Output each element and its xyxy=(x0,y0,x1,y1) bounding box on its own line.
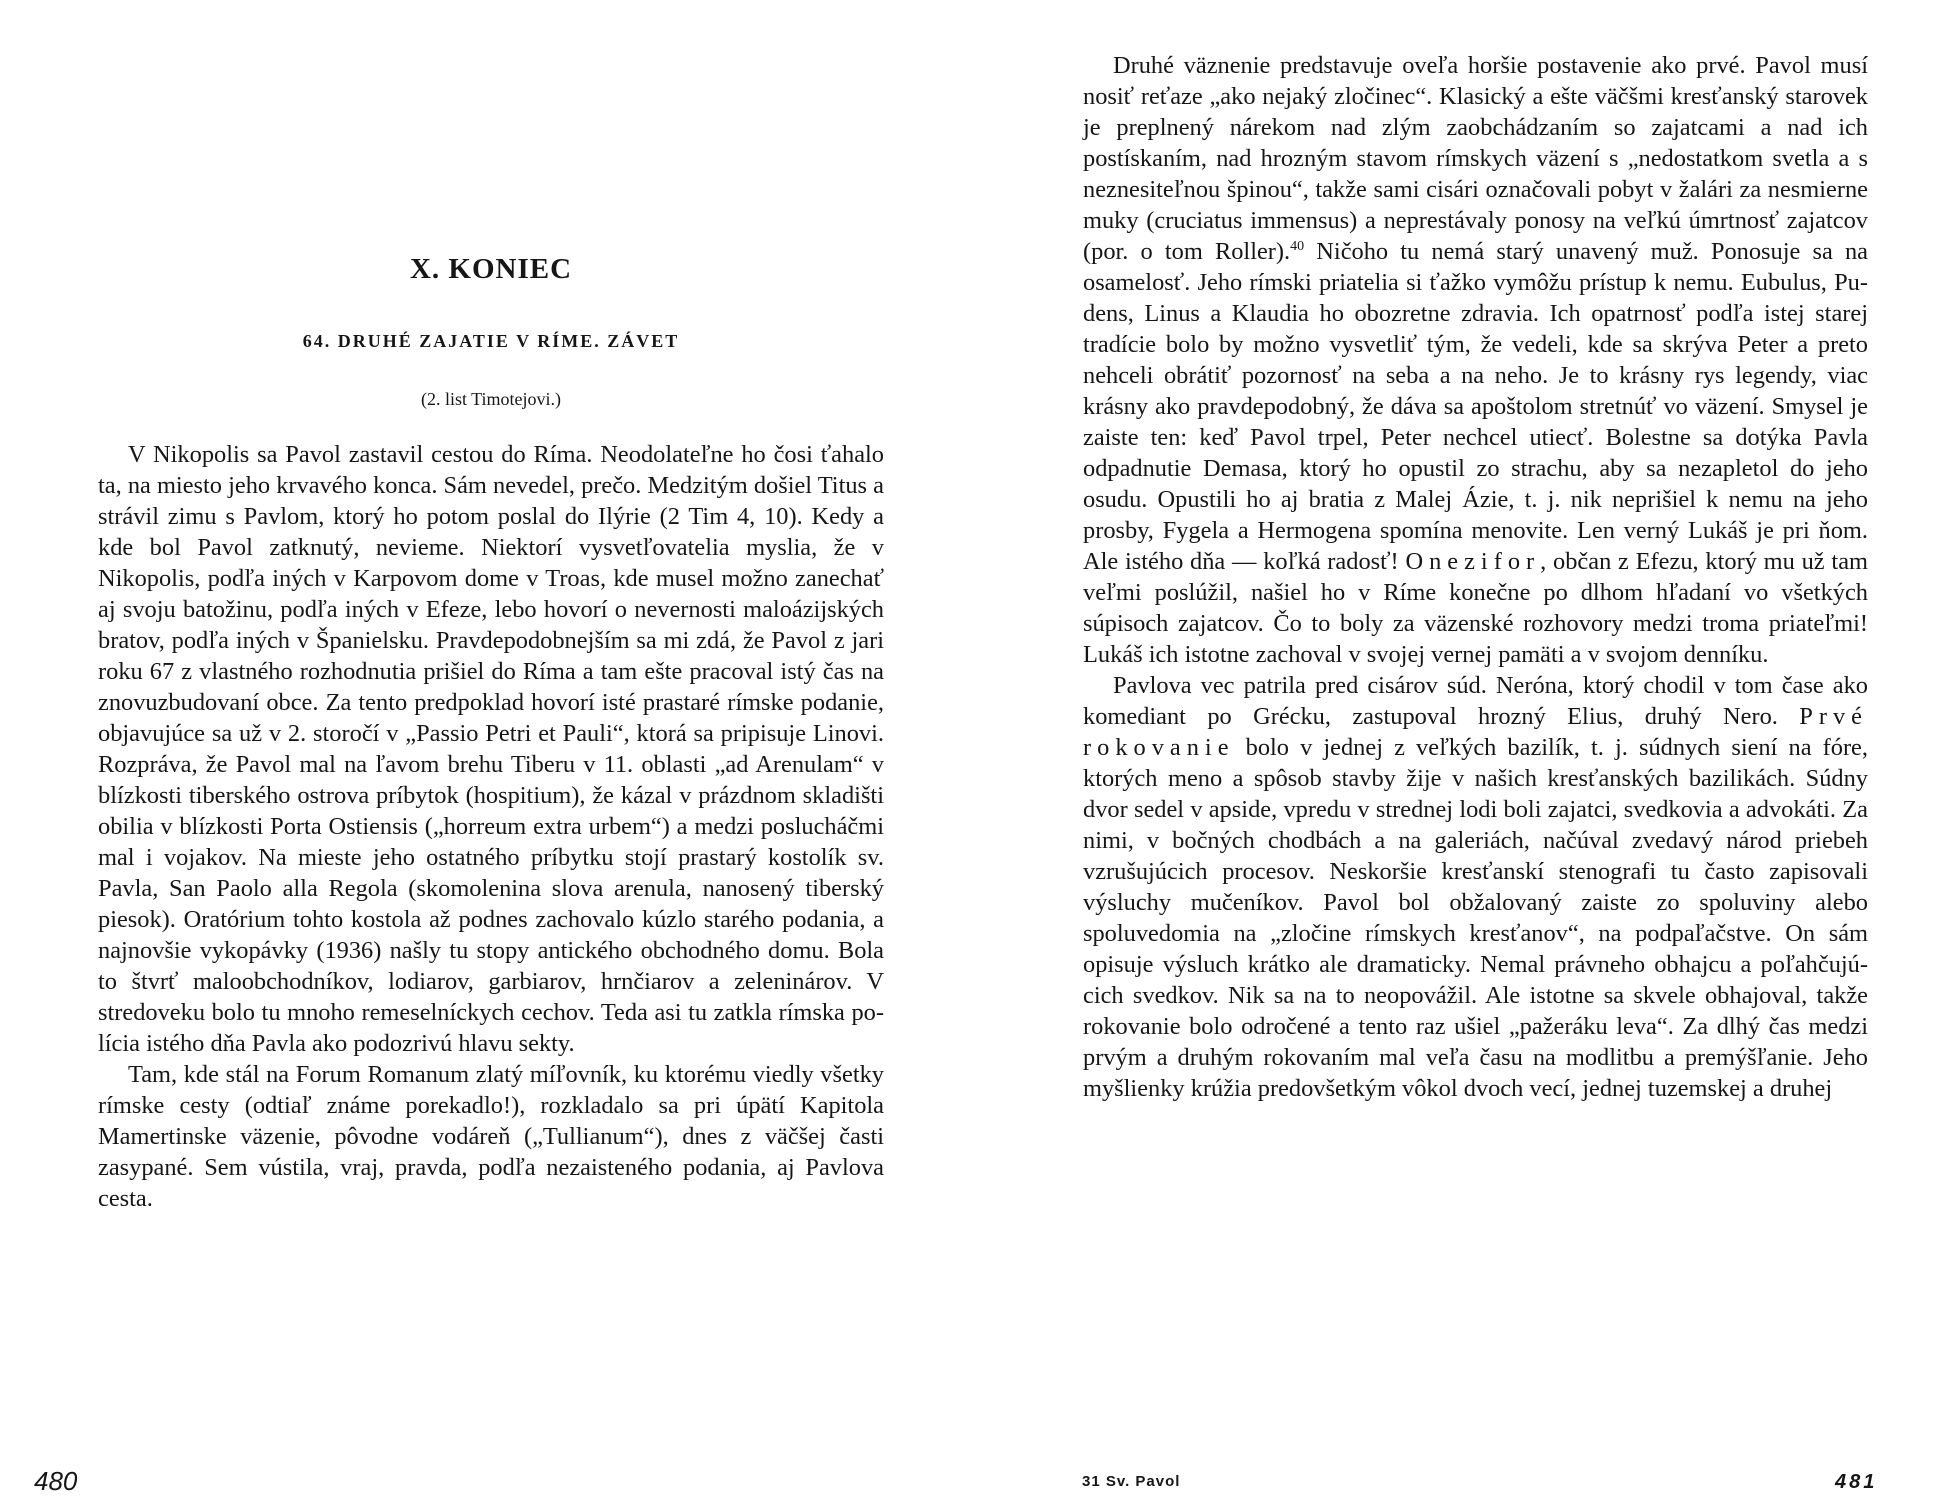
section-subtitle: (2. list Timotejovi.) xyxy=(420,389,562,409)
right-text-column xyxy=(1083,50,1868,1104)
emphasized-name: Onezifor xyxy=(1405,548,1541,575)
paragraph: V Nikopolis sa Pavol zastavil cestou do Ríma. Neodolateľne ho čosi ťahalo ta, na miesto jeho krvavého konca. Sám nevedel, prečo. Medzitým došiel Titus a strávil zimu s Pavlom, ktorý ho potom poslal do Ilýrie (2 Tim 4, 10). Kedy a kde bol Pavol zatknutý, nevieme. Niektorí vysvetľovatelia myslia, že v Nikopolis, podľa iných v Karpovom dome v Troas, kde musel možno zanechať aj svoju batožinu, podľa iných v Efeze, lebo hovorí o nevernosti maloázijských bratov, podľa iných v Španielsku. Pravdepodobnejším sa mi zdá, že Pavol z jari roku 67 z vlastného rozhodnutia prišiel do Ríma a tam ešte pracoval istý čas na znovuzbudovaní obce. Za tento predpoklad hovorí isté prastaré rímske podanie, objavujúce sa už v 2. storočí v „Passio Petri et Pauli“, ktorá sa pripisuje Linovi. Rozpráva, že Pavol mal na ľavom brehu Tiberu v 11. oblasti „ad Arenulam“ v blízkosti tiberského ostrova príbytok (hospitium), že kázal v prázdnom skladišti obilia v blízkosti Porta Ostiensis („horreum extra urbem“) a medzi poslucháčmi mal i vojakov. Na mieste jeho ostatného príbytku stojí prastarý kostolík sv. Pavla, San Paolo alla Regola (skomolenina slova arenula, nanosený tiberský piesok). Oratórium tohto kostola až podnes zachovalo kúzlo starého podania, a najnovšie vykopávky (1936) našly tu stopy antického obchodného domu. Bola to štvrť maloobchodníkov, lodiarov, garbiarov, hrnčiarov a zeleninárov. V stredoveku bolo tu mnoho remeselníckych cechov. Teda asi tu zatkla rímska polícia istého dňa Pavla ako podozrivú hlavu sekty. xyxy=(98,441,884,1057)
paragraph-text: Ničoho tu nemá starý unavený muž. Ponosuje sa na osamelosť. Jeho rímski priatelia si ťažko vymôžu prístup k nemu. Eubulus, Pudens, Linus a Klaudia ho obozretne zdravia. Ich opatrnosť podľa istej starej tradície bolo by možno vysvetliť tým, že vedeli, kde sa skrýva Peter a preto nehceli obrátiť pozornosť na seba a na neho. Je to krásny rys legendy, viac krásny ako pravdepodobný, že dáva sa apoštolom stretnúť vo väzení. Smysel je zaiste ten: keď Pavol trpel, Peter nechcel utiecť. Bolestne sa dotýka Pavla odpadnutie Demasa, ktorý ho opustil zo strachu, aby sa nezapletol do jeho osudu. Opustili ho aj bratia z Malej Ázie, t. j. nik neprišiel k nemu na jeho prosby, Fygela a Hermogena spomína menovite. Len verný Lukáš je pri ňom. Ale istého dňa — koľká radosť! xyxy=(1083,238,1868,575)
footnote-reference: 40 xyxy=(1290,238,1305,254)
right-page xyxy=(978,0,1956,1500)
emphasized-phrase: Prvé rokovanie xyxy=(1083,703,1868,761)
paragraph xyxy=(1083,670,1868,1104)
signature-mark: 31 Sv. Pavol xyxy=(1082,1473,1181,1490)
paragraph-text: Druhé väznenie predstavuje oveľa horšie postavenie ako prvé. Pavol musí nosiť reťaze „ako nejaký zločinec“. Klasický a ešte väčšmi kresťanský starovek je preplnený nárekom nad zlým zaobchádzaním so zajatcami a nad ich postískaním, nad hrozným stavom rímskych väzení s „nedostatkom svetla a s neznesiteľnou špinou“, takže sami cisári označovali pobyt v žalári za nesmierne muky (cruciatus immensus) a neprestávaly ponosy na veľkú úmrtnosť zajatcov (por. o tom Roller). xyxy=(1083,52,1868,265)
page-number: 480 xyxy=(34,1466,78,1496)
paragraph-text: , občan z Efezu, ktorý mu už tam veľmi poslúžil, našiel ho v Ríme konečne po dlhom hľadaní vo všetkých súpisoch zajatcov. Čo to boly za väzenské rozhovory medzi troma priateľmi! Lukáš ich istotne zachoval v svojej vernej pamäti a v svojom denníku. xyxy=(1083,548,1868,668)
paragraph xyxy=(1083,50,1868,670)
paragraph: Tam, kde stál na Forum Romanum zlatý míľovník, ku ktorému viedly všetky rímske cesty (odtiaľ známe porekadlo!), rozkladalo sa pri úpätí Kapitola Mamertinske väzenie, pôvodne vodáreň („Tullianum“), dnes z väčšej časti zasypané. Sem vústila, vraj, pravda, podľa nezaisteného podania, aj Pavlova cesta. xyxy=(98,1061,884,1212)
chapter-title: X. KONIEC xyxy=(409,253,573,285)
left-text-column xyxy=(98,252,884,1214)
paragraph-text: Pavlova vec patrila pred cisárov súd. Neróna, ktorý chodil v tom čase ako komediant po Grécku, zastupoval hrozný Elius, druhý Nero. xyxy=(1083,672,1868,730)
section-title: 64. DRUHÉ ZAJATIE V RÍME. ZÁVET xyxy=(302,331,680,351)
paragraph-text: bolo v jednej z veľkých bazilík, t. j. súdnych siení na fóre, ktorých meno a spôsob stavby žije v našich kresťanských bazilikách. Súdny dvor sedel v apside, vpredu v strednej lodi boli zajatci, svedkovia a advokáti. Za nimi, v bočných chodbách a na galeriách, načúval zvedavý národ priebeh vzrušujúcich procesov. Neskoršie kresťanskí stenografi tu často zapisovali výsluchy mučeníkov. Pavol bol obžalovaný zaiste zo spoluviny alebo spoluvedomia na „zločine rímskych kresťanov“, na podpaľačstve. On sám opisuje výsluch krátko ale dramaticky. Nemal právneho obhajcu a poľahčujúcich svedkov. Nik sa na to neopovážil. Ale istotne sa skvele obhajoval, takže rokovanie bolo odročené a tento raz ušiel „pažeráku leva“. Za dlhý čas medzi prvým a druhým rokovaním mal veľa času na modlitbu a premýšľanie. Jeho myšlienky krúžia predovšetkým vôkol dvoch vecí, jednej tuzemskej a druhej xyxy=(1083,734,1868,1102)
page-number: 481 xyxy=(1835,1471,1878,1493)
